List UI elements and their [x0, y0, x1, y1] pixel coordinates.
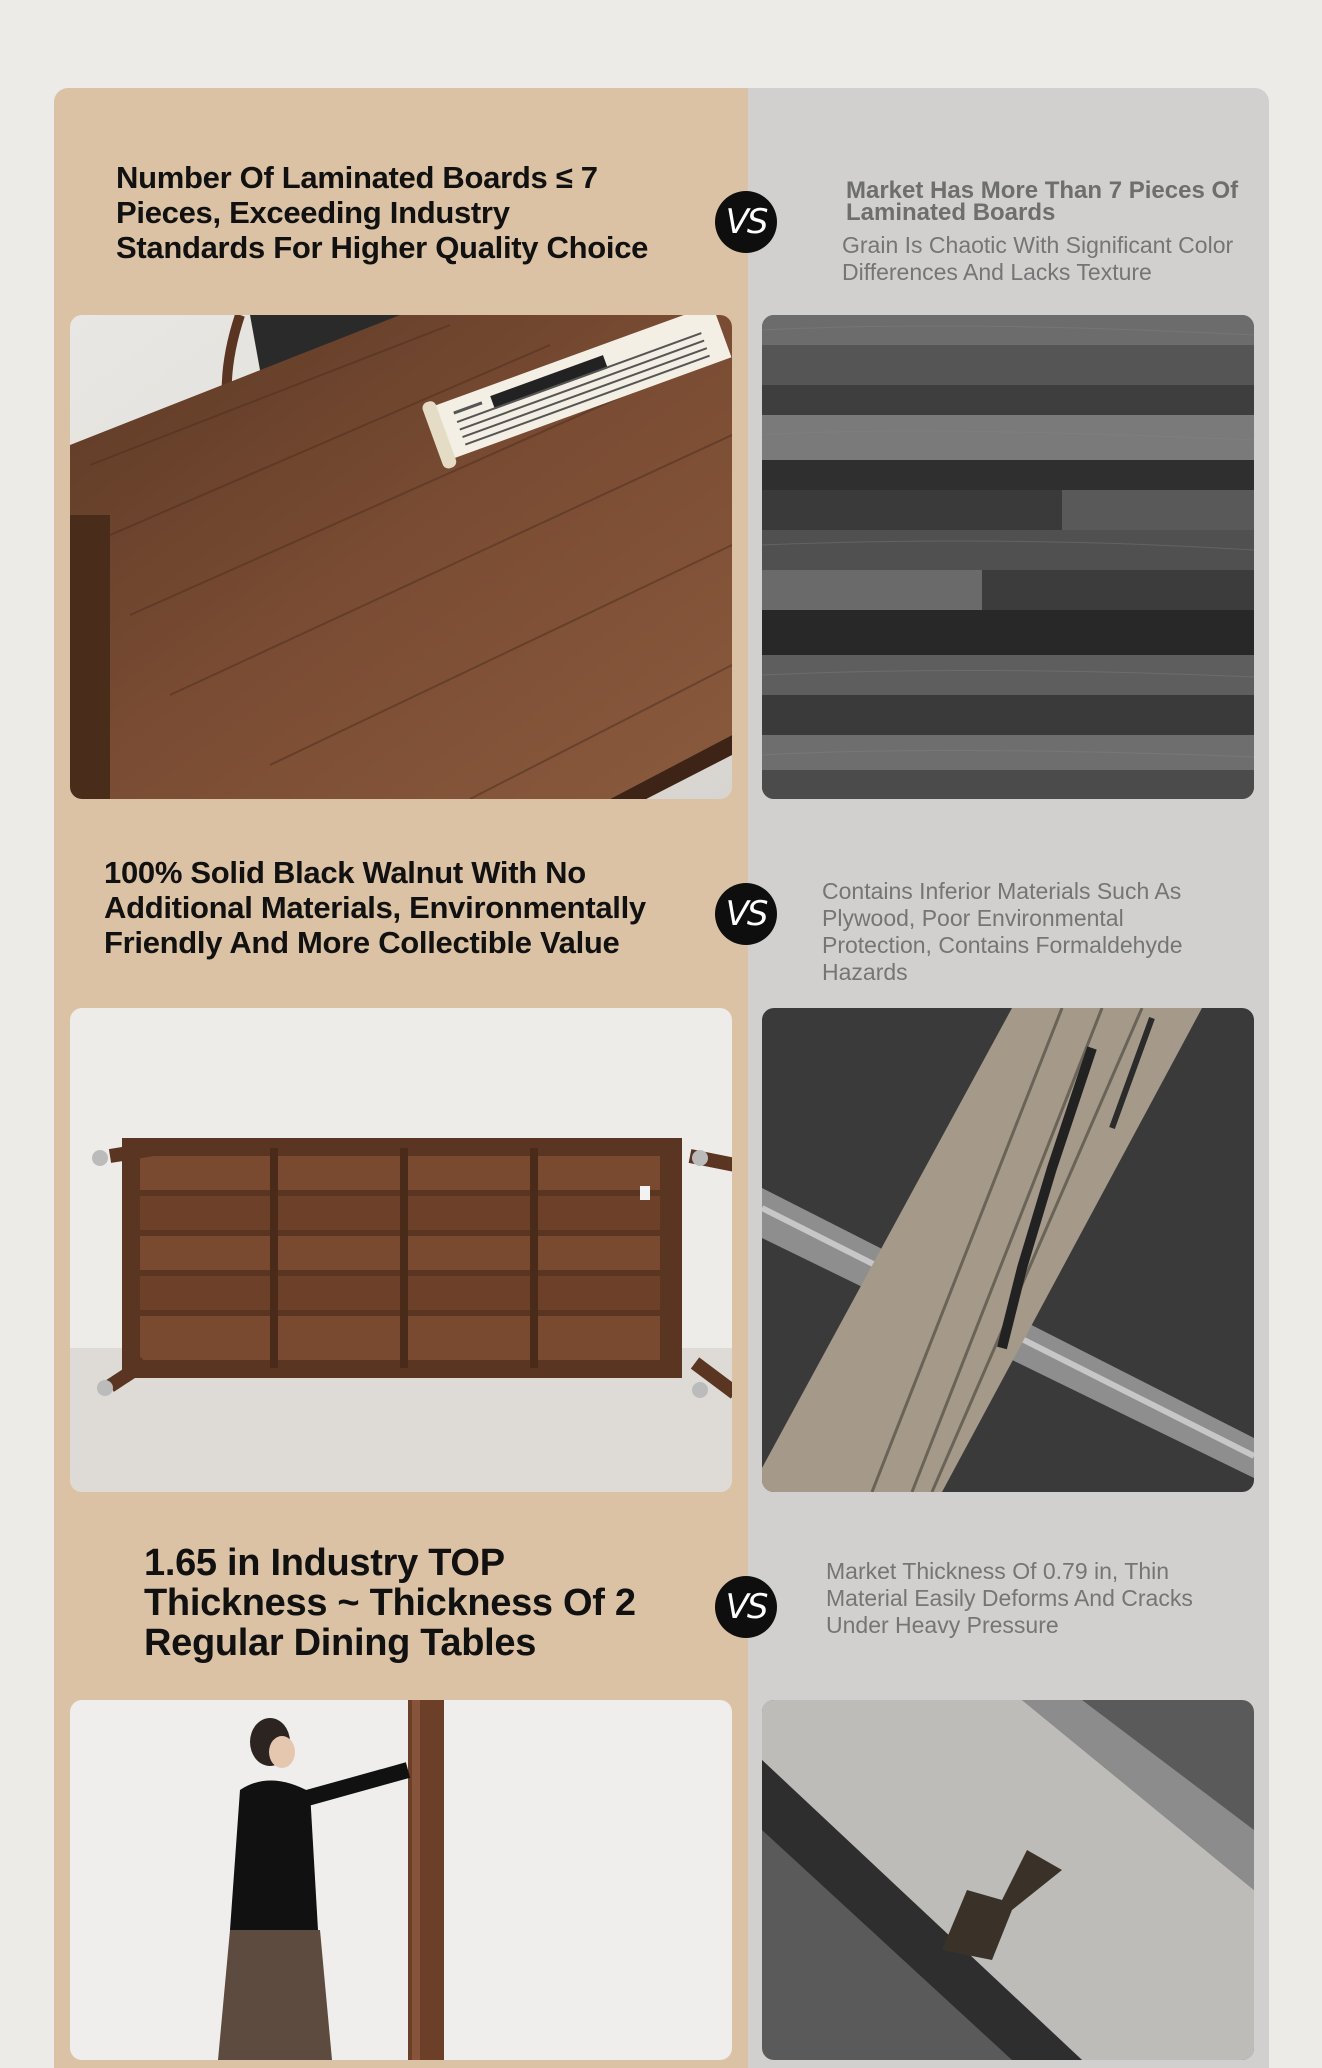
row3-quality-title: 1.65 in Industry TOP Thickness ~ Thickness Of 2 Regular Dining Tables — [144, 1542, 636, 1664]
row2-market-body: Contains Inferior Materials Such As Plywood, Poor Environmental Protection, Contains Formaldehyde Hazards — [822, 878, 1183, 985]
vs-label: VS — [725, 894, 767, 934]
vs-label: VS — [725, 1587, 767, 1627]
row2-market-text — [822, 878, 1222, 986]
walnut-desk-photo — [70, 315, 732, 799]
vs-badge-3 — [715, 1576, 777, 1638]
row1-market-title: Market Has More Than 7 Pieces Of Laminated Boards — [846, 177, 1239, 226]
cracked-thin-board-photo — [762, 1700, 1254, 2060]
row2-quality-title: 100% Solid Black Walnut With No Additional Materials, Environmentally Friendly And More Collectible Value — [104, 855, 646, 960]
vs-label: VS — [725, 202, 767, 242]
row1-quality-title: Number Of Laminated Boards ≤ 7 Pieces, Exceeding Industry Standards For Higher Quality Choice — [116, 160, 649, 265]
laminated-boards-photo — [762, 315, 1254, 799]
vs-badge-2 — [715, 883, 777, 945]
row3-market-body: Market Thickness Of 0.79 in, Thin Material Easily Deforms And Cracks Under Heavy Pressure — [826, 1558, 1193, 1638]
thick-tabletop-photo — [70, 1700, 732, 2060]
plywood-break-photo — [762, 1008, 1254, 1492]
row1-market-text — [842, 177, 1276, 286]
row3-market-text — [826, 1558, 1206, 1639]
row1-market-body: Grain Is Chaotic With Significant Color Differences And Lacks Texture — [842, 232, 1234, 285]
solid-walnut-underside-photo — [70, 1008, 732, 1492]
vs-badge-1 — [715, 191, 777, 253]
